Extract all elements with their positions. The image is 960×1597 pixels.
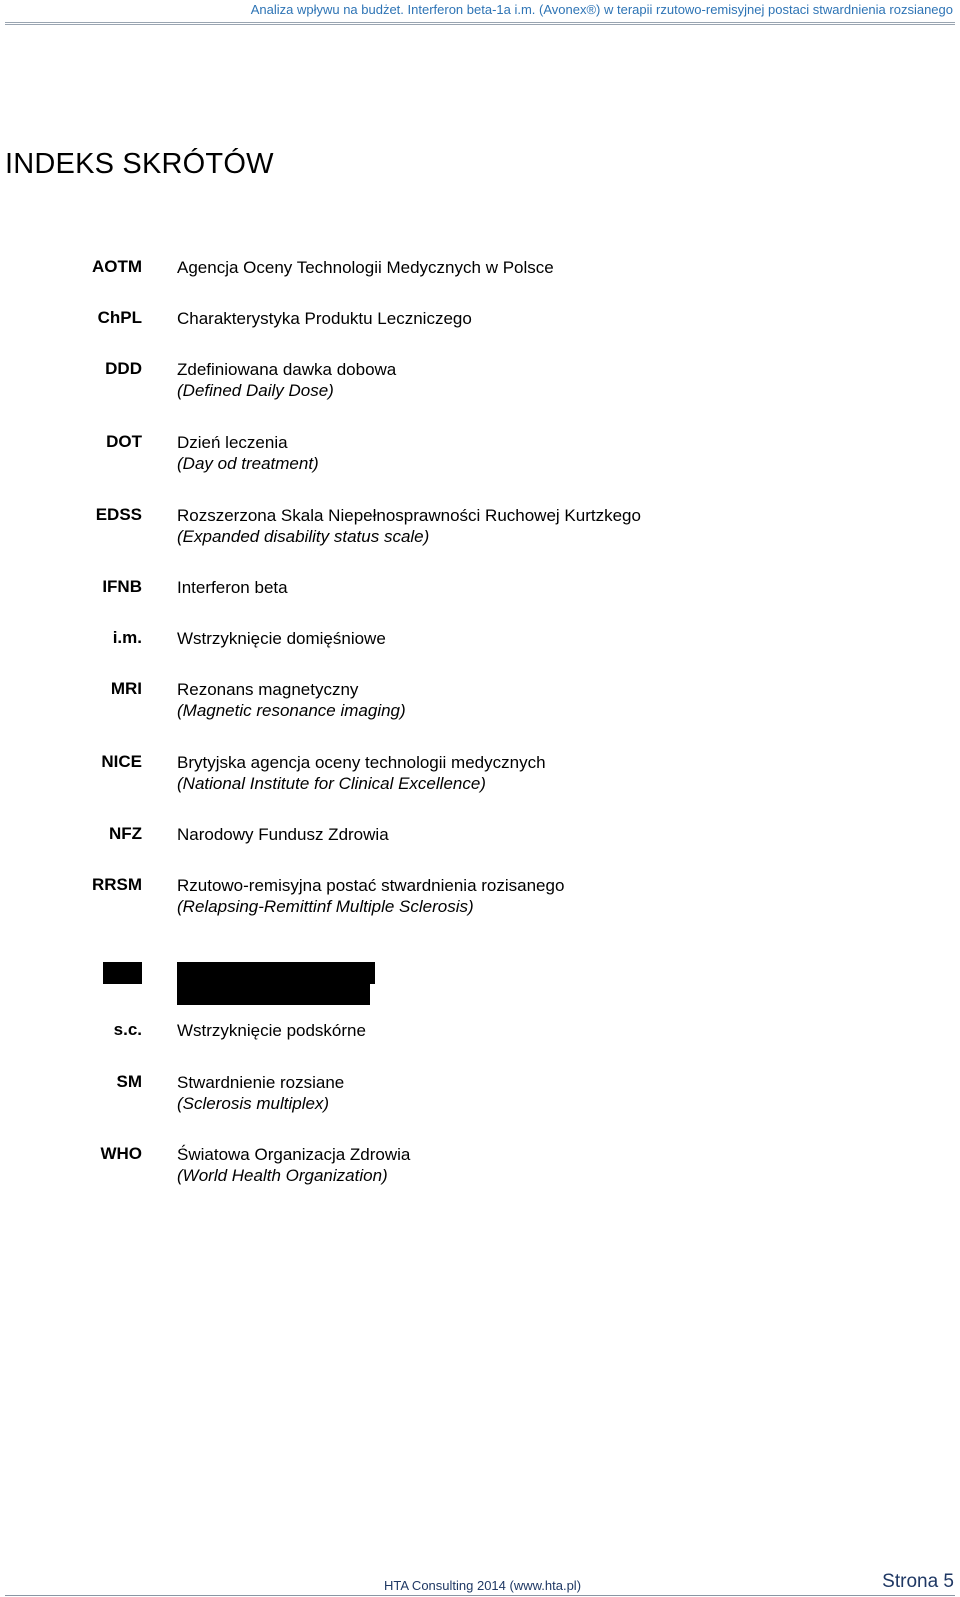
definition-polish: Rzutowo-remisyjna postać stwardnienia rozisanego [177, 876, 565, 895]
page-number: Strona 5 [882, 1571, 954, 1592]
running-header: Analiza wpływu na budżet. Interferon beta-1a i.m. (Avonex®) w terapii rzutowo-remisyjnej postaci stwardnienia rozsianego [250, 2, 953, 17]
abbreviation-term: MRI [110, 679, 142, 698]
abbreviation-term: NICE [101, 752, 142, 771]
abbreviation-definition [177, 257, 554, 278]
definition-polish: Rozszerzona Skala Niepełnosprawności Ruchowej Kurtzkego [177, 506, 641, 525]
abbreviation-term: i.m. [112, 628, 142, 647]
definition-polish: Charakterystyka Produktu Leczniczego [177, 309, 472, 328]
abbreviation-term: AOTM [91, 257, 142, 276]
definition-polish: Wstrzyknięcie podskórne [177, 1021, 366, 1040]
abbreviation-term: s.c. [113, 1020, 142, 1039]
abbreviation-definition [177, 679, 406, 721]
redacted-definition-line [177, 984, 370, 1005]
abbreviation-term: SM [116, 1072, 142, 1091]
footer-divider [5, 1595, 955, 1596]
abbreviation-term: NFZ [108, 824, 142, 843]
abbreviation-term: IFNB [102, 577, 142, 596]
abbreviation-term: ChPL [97, 308, 142, 327]
abbreviation-definition [177, 824, 389, 845]
redacted-definition-line [177, 962, 375, 984]
definition-english: (Day od treatment) [177, 454, 319, 473]
header-divider [5, 22, 955, 25]
definition-polish: Stwardnienie rozsiane [177, 1073, 345, 1092]
definition-polish: Agencja Oceny Technologii Medycznych w Polsce [177, 258, 554, 277]
page-title: INDEKS SKRÓTÓW [5, 148, 274, 180]
definition-polish: Wstrzyknięcie domięśniowe [177, 629, 386, 648]
definition-english: (Expanded disability status scale) [177, 527, 430, 546]
abbreviation-term: WHO [100, 1144, 142, 1163]
definition-english: (Magnetic resonance imaging) [177, 701, 406, 720]
footer-company: HTA Consulting 2014 (www.hta.pl) [384, 1578, 582, 1593]
abbreviation-definition [177, 577, 288, 598]
abbreviation-term: DOT [106, 432, 142, 451]
abbreviation-definition [177, 875, 564, 917]
abbreviation-term: RRSM [91, 875, 142, 894]
abbreviation-definition [177, 628, 386, 649]
abbreviation-term: EDSS [95, 505, 142, 524]
abbreviation-definition [177, 752, 546, 794]
abbreviation-definition [177, 308, 472, 329]
definition-english: (Defined Daily Dose) [177, 381, 334, 400]
definition-polish: Zdefiniowana dawka dobowa [177, 360, 397, 379]
definition-english: (World Health Organization) [177, 1166, 388, 1185]
definition-english: (Relapsing-Remittinf Multiple Sclerosis) [177, 897, 474, 916]
definition-polish: Rezonans magnetyczny [177, 680, 359, 699]
abbreviation-definition [177, 505, 641, 547]
abbreviation-definition [177, 359, 396, 401]
redacted-abbreviation [103, 962, 142, 984]
abbreviation-definition [177, 432, 319, 474]
definition-polish: Brytyjska agencja oceny technologii medycznych [177, 753, 546, 772]
abbreviation-definition [177, 1144, 410, 1186]
definition-english: (Sclerosis multiplex) [177, 1094, 330, 1113]
abbreviation-term: DDD [105, 359, 142, 378]
definition-polish: Narodowy Fundusz Zdrowia [177, 825, 389, 844]
definition-polish: Światowa Organizacja Zdrowia [177, 1145, 411, 1164]
abbreviation-definition [177, 1020, 366, 1041]
definition-polish: Interferon beta [177, 578, 288, 597]
abbreviation-definition [177, 1072, 344, 1114]
definition-english: (National Institute for Clinical Excellence) [177, 774, 486, 793]
definition-polish: Dzień leczenia [177, 433, 288, 452]
